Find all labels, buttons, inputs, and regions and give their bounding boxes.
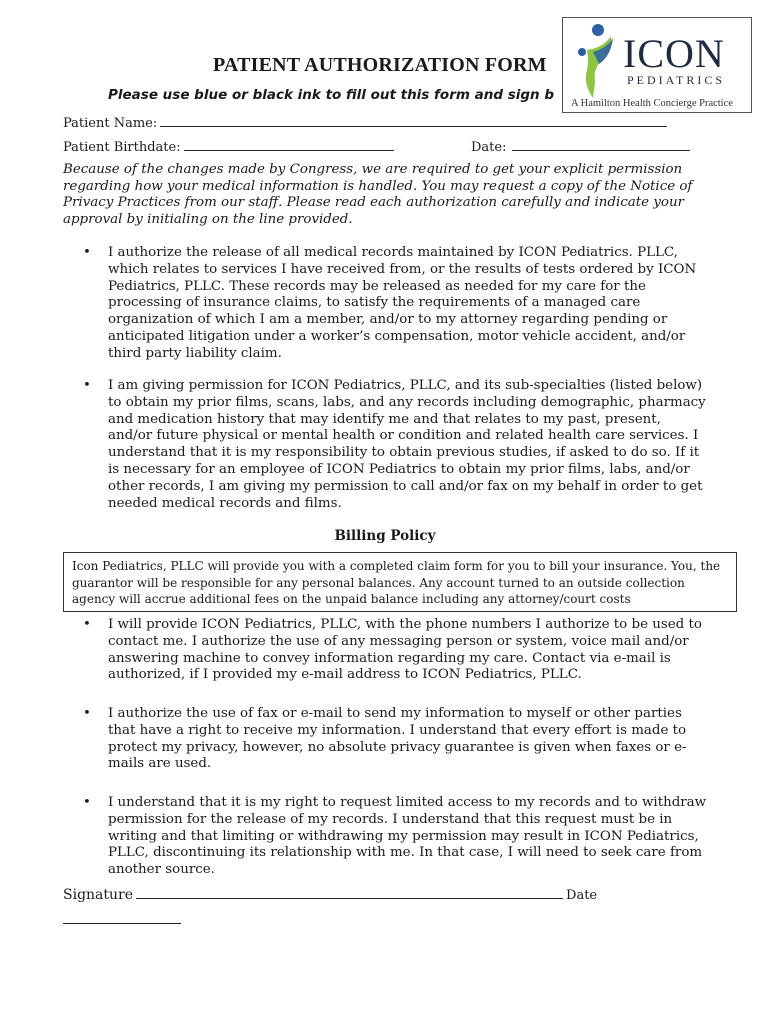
authorization-text: I authorize the release of all medical records maintained by ICON Pediatrics. PLLC, which relates to services I have received from, or the results of tests ordered by ICON Pediatrics, PLLC. These records may be released as needed for my care for the processing of insurance claims, to satisfy the requirements of a managed care organization of which I am a member, and/or to my attorney regarding pending or anticipated litigation under a worker’s compensation, motor vehicle accident, and/or third party liability claim.	[108, 245, 697, 361]
billing-policy-box	[63, 552, 737, 612]
bullet-icon: •	[83, 795, 91, 810]
signature-date-field[interactable]	[63, 915, 181, 924]
logo-name: ICON	[623, 31, 725, 76]
bullet-icon: •	[83, 617, 91, 632]
child-figure-icon	[573, 22, 619, 102]
list-item	[83, 795, 712, 879]
form-instructions: Please use blue or black ink to fill out this form and sign b	[108, 87, 555, 103]
authorization-text: I understand that it is my right to request limited access to my records and to withdraw permission for the release of my records. I understand that this request must be in writing and that limiting or withdrawing my permission may result in ICON Pediatrics, PLLC, discontinuing its relationship with me. In that case, I will need to seek care from another source.	[108, 795, 707, 878]
icon-pediatrics-logo	[562, 17, 752, 113]
bullet-icon: •	[83, 706, 91, 721]
list-item	[83, 245, 708, 363]
billing-policy-heading: Billing Policy	[334, 528, 436, 544]
signature-date-label: Date	[566, 888, 598, 903]
patient-name-field[interactable]	[160, 115, 667, 127]
intro-paragraph: Because of the changes made by Congress, we are required to get your explicit permission regarding how your medical information is handled. You may request a copy of the Notice of Privacy Practices from our staff. Please read each authorization carefully and indicate your approval by initialing on the line provided.	[63, 162, 693, 227]
list-item	[83, 706, 712, 773]
patient-name-row	[63, 115, 667, 131]
bullet-icon: •	[83, 378, 91, 393]
authorization-text: I authorize the use of fax or e-mail to send my information to myself or other parties that have a right to receive my information. I understand that every effort is made to protect my privacy, however, no absolute privacy guarantee is given when faxes or e-mails are used.	[108, 706, 687, 772]
date-label: Date:	[471, 140, 507, 155]
date-row	[471, 139, 690, 155]
list-item	[83, 617, 712, 684]
list-item	[83, 378, 708, 512]
billing-policy-text: Icon Pediatrics, PLLC will provide you with a completed claim form for you to bill your insurance. You, the guarantor will be responsible for any personal balances. Any account turned to an outside collection agency will accrue additional fees on the unpaid balance including any attorney/court costs	[72, 559, 721, 606]
bullet-icon: •	[83, 245, 91, 260]
logo-tagline: A Hamilton Health Concierge Practice	[571, 98, 733, 109]
form-title: PATIENT AUTHORIZATION FORM	[213, 54, 547, 76]
authorization-text: I am giving permission for ICON Pediatrics, PLLC, and its sub-specialties (listed below) to obtain my prior films, scans, labs, and any records including demographic, pharmacy and medication history that may identify me and that relates to my past, present, and/or future physical or mental health or condition and related health care services. I understand that it is my responsibility to obtain previous studies, if asked to do so. If it is necessary for an employee of ICON Pediatrics to obtain my prior films, labs, and/or other records, I am giving my permission to call and/or fax on my behalf in order to get needed medical records and films.	[108, 378, 706, 511]
signature-label: Signature	[63, 887, 134, 903]
logo-subtitle: PEDIATRICS	[627, 73, 726, 87]
signature-row	[63, 887, 597, 903]
patient-birthdate-label: Patient Birthdate:	[63, 140, 181, 155]
patient-birthdate-row	[63, 139, 394, 155]
patient-name-label: Patient Name:	[63, 116, 158, 131]
date-field[interactable]	[512, 139, 690, 151]
signature-field[interactable]	[136, 887, 563, 899]
patient-birthdate-field[interactable]	[184, 139, 394, 151]
authorization-text: I will provide ICON Pediatrics, PLLC, with the phone numbers I authorize to be used to contact me. I authorize the use of any messaging person or system, voice mail and/or answering machine to convey information regarding my care. Contact via e-mail is authorized, if I provided my e-mail address to ICON Pediatrics, PLLC.	[108, 617, 702, 683]
